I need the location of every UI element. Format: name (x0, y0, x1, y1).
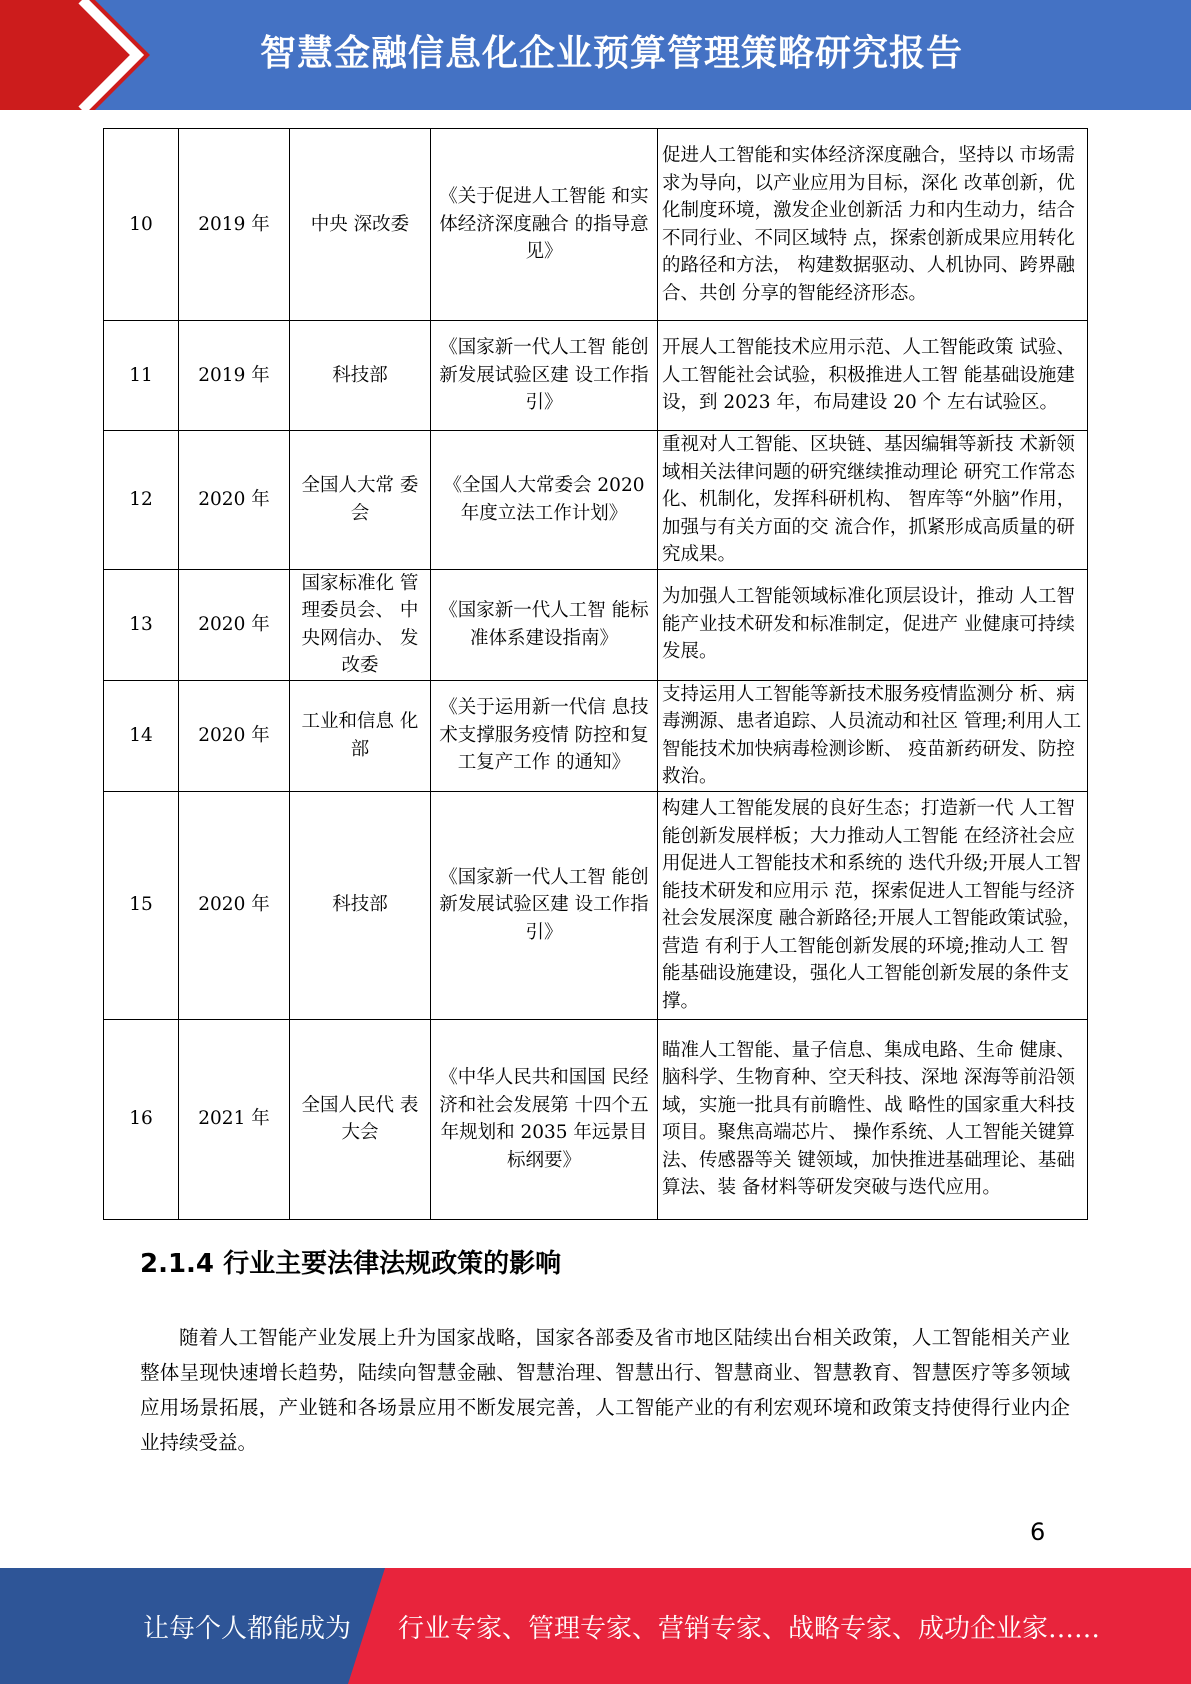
table-row (104, 431, 1088, 570)
footer-slogan-right: 行业专家、管理专家、营销专家、战略专家、成功企业家…… (398, 1614, 1101, 1644)
row-number: 12 (104, 431, 179, 570)
row-content: 瞄准人工智能、量子信息、集成电路、生命 健康、脑科学、生物育种、空天科技、深地 深海等前沿领域，实施一批具有前瞻性、战 略性的国家重大科技项目。聚焦高端芯片、 操作系统、人工智能关键算法、传感器等关 键领域，加快推进基础理论、基础算法、装 备材料等研发突破与迭代应用。 (658, 1019, 1088, 1219)
row-document: 《中华人民共和国国 民经济和社会发展第 十四个五年规划和 2035 年远景目标纲要》 (431, 1019, 658, 1219)
row-number: 16 (104, 1019, 179, 1219)
row-document: 《关于运用新一代信 息技术支撑服务疫情 防控和复工复产工作 的通知》 (431, 680, 658, 791)
row-year: 2020 年 (179, 569, 290, 680)
section-paragraph: 随着人工智能产业发展上升为国家战略，国家各部委及省市地区陆续出台相关政策，人工智能相关产业整体呈现快速增长趋势，陆续向智慧金融、智慧治理、智慧出行、智慧商业、智慧教育、智慧医疗等多领域应用场景拓展，产业链和各场景应用不断发展完善，人工智能产业的有利宏观环境和政策支持使得行业内企业持续受益。 (140, 1326, 1070, 1454)
row-content: 支持运用人工智能等新技术服务疫情监测分 析、病毒溯源、患者追踪、人员流动和社区 管理;利用人工智能技术加快病毒检测诊断、 疫苗新药研发、防控救治。 (658, 680, 1088, 791)
row-document: 《国家新一代人工智 能创新发展试验区建 设工作指引》 (431, 791, 658, 1019)
row-org: 科技部 (290, 321, 431, 431)
row-content: 开展人工智能技术应用示范、人工智能政策 试验、人工智能社会试验，积极推进人工智 能基础设施建设，到 2023 年，布局建设 20 个 左右试验区。 (658, 321, 1088, 431)
row-year: 2020 年 (179, 791, 290, 1019)
section-heading: 2.1.4 行业主要法律法规政策的影响 (140, 1249, 562, 1279)
row-year: 2019 年 (179, 321, 290, 431)
report-title: 智慧金融信息化企业预算管理策略研究报告 (260, 33, 964, 74)
row-number: 13 (104, 569, 179, 680)
row-org: 全国人民代 表大会 (290, 1019, 431, 1219)
row-number: 15 (104, 791, 179, 1019)
table-row (104, 321, 1088, 431)
row-content: 构建人工智能发展的良好生态；打造新一代 人工智能创新发展样板；大力推动人工智能 在经济社会应用促进人工智能技术和系统的 迭代升级;开展人工智能技术研发和应用示 范，探索促进人工智能与经济社会发展深度 融合新路径;开展人工智能政策试验，营造 有利于人工智能创新发展的环境;推动人工 智能基础设施建设，强化人工智能创新发展的条件支撑。 (658, 791, 1088, 1019)
row-document: 《国家新一代人工智 能创新发展试验区建 设工作指引》 (431, 321, 658, 431)
row-org: 国家标准化 管理委员会、 中央网信办、 发改委 (290, 569, 431, 680)
table-row (104, 791, 1088, 1019)
footer-slogan-left: 让每个人都能成为 (143, 1614, 352, 1644)
row-org: 工业和信息 化部 (290, 680, 431, 791)
table-row (104, 680, 1088, 791)
row-content: 促进人工智能和实体经济深度融合，坚持以 市场需求为导向，以产业应用为目标，深化 改革创新，优化制度环境，激发企业创新活 力和内生动力，结合不同行业、不同区域特 点，探索创新成果应用转化的路径和方法， 构建数据驱动、人机协同、跨界融合、共创 分享的智能经济形态。 (658, 129, 1088, 321)
table-row (104, 569, 1088, 680)
row-org: 中央 深改委 (290, 129, 431, 321)
row-year: 2021 年 (179, 1019, 290, 1219)
row-year: 2020 年 (179, 680, 290, 791)
table-row (104, 1019, 1088, 1219)
row-document: 《关于促进人工智能 和实体经济深度融合 的指导意见》 (431, 129, 658, 321)
page-header (0, 0, 1191, 110)
table-row (104, 129, 1088, 321)
row-year: 2020 年 (179, 431, 290, 570)
row-org: 全国人大常 委会 (290, 431, 431, 570)
row-year: 2019 年 (179, 129, 290, 321)
row-document: 《全国人大常委会 2020 年度立法工作计划》 (431, 431, 658, 570)
policy-table (103, 128, 1088, 1220)
row-document: 《国家新一代人工智 能标准体系建设指南》 (431, 569, 658, 680)
row-number: 14 (104, 680, 179, 791)
row-content: 为加强人工智能领域标准化顶层设计，推动 人工智能产业技术研发和标准制定，促进产 业健康可持续发展。 (658, 569, 1088, 680)
row-org: 科技部 (290, 791, 431, 1019)
row-number: 11 (104, 321, 179, 431)
page-number: 6 (1030, 1518, 1046, 1546)
row-content: 重视对人工智能、区块链、基因编辑等新技 术新领域相关法律问题的研究继续推动理论 研究工作常态化、机制化，发挥科研机构、 智库等“外脑”作用，加强与有关方面的交 流合作，抓紧形成高质量的研究成果。 (658, 431, 1088, 570)
row-number: 10 (104, 129, 179, 321)
page-footer (0, 1568, 1191, 1684)
